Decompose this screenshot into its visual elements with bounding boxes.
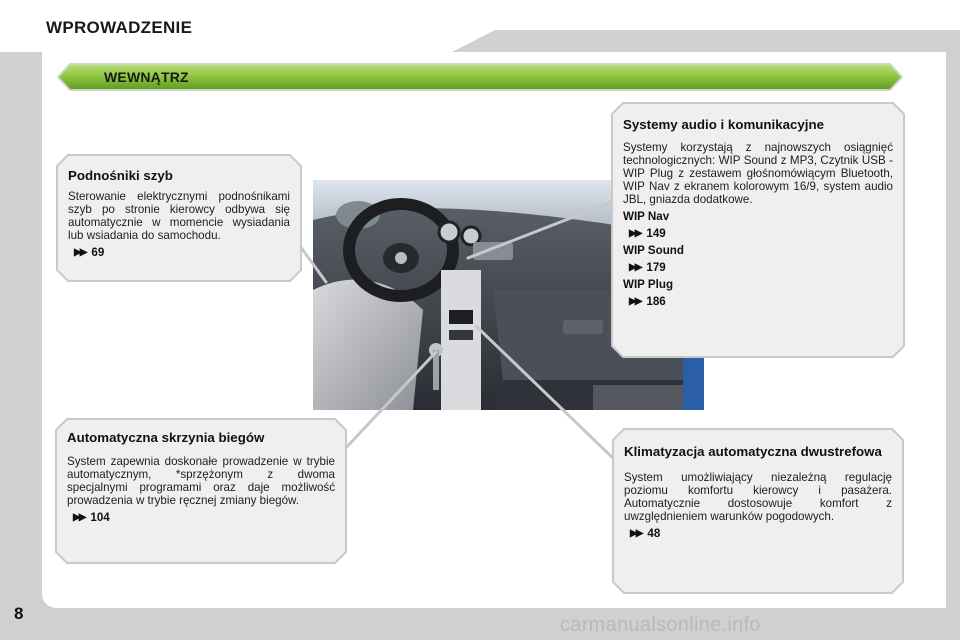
wip-nav-label: WIP Nav bbox=[623, 210, 670, 223]
gearbox-title: Automatyczna skrzynia biegów bbox=[67, 430, 265, 445]
wip-plug-page: 186 bbox=[646, 295, 666, 308]
callout-climate-control bbox=[612, 428, 904, 594]
page-number: 8 bbox=[14, 604, 24, 623]
climate-text: System umożliwiający niezależną regulację poziomu komfortu kierowcy i pasażera. Automatycznie dostosowuje komfort z uwzględnieniem warunków pogodowych. bbox=[624, 471, 892, 523]
wip-plug-reference[interactable] bbox=[623, 295, 893, 308]
watermark: carmanualsonline.info bbox=[560, 614, 761, 636]
section-bar bbox=[56, 62, 904, 92]
window-lifts-text: Sterowanie elektrycznymi podnośnikami szyb po stronie kierowcy odbywa się automatycznie w momencie wysiadania lub wsiadania do samochodu. bbox=[68, 190, 290, 242]
climate-reference[interactable] bbox=[624, 527, 892, 540]
page-reference-icon: ▶▶ bbox=[629, 262, 641, 273]
audio-text: Systemy korzystają z najnowszych osiągnięć technologicznych: WIP Sound z MP3, Czytnik USB - WIP Plug z zestawem głośnomówiącym Bluetooth, WIP Nav z ekranem kolorowym 16/9, system audio JBL, gniazda dodatkowe. bbox=[623, 141, 893, 206]
wip-plug-label: WIP Plug bbox=[623, 278, 674, 291]
window-lifts-reference[interactable] bbox=[68, 246, 290, 259]
gearbox-page: 104 bbox=[90, 511, 110, 524]
gearbox-text: System zapewnia doskonałe prowadzenie w trybie automatycznym, *sprzężonym z dwoma specjalnymi programami oraz daje możliwość prowadzenia w trybie ręcznej zmiany biegów. bbox=[67, 455, 335, 507]
page-reference-icon: ▶▶ bbox=[74, 247, 86, 258]
wip-sound-reference[interactable] bbox=[623, 261, 893, 274]
callout-automatic-gearbox bbox=[55, 418, 347, 564]
page-reference-icon: ▶▶ bbox=[630, 528, 642, 539]
climate-title: Klimatyzacja automatyczna dwustrefowa bbox=[624, 444, 882, 459]
section-title: WEWNĄTRZ bbox=[104, 69, 189, 85]
page-reference-icon: ▶▶ bbox=[629, 228, 641, 239]
page-reference-icon: ▶▶ bbox=[629, 296, 641, 307]
page-reference-icon: ▶▶ bbox=[73, 512, 85, 523]
header-title: WPROWADZENIE bbox=[46, 18, 193, 37]
wip-sound-page: 179 bbox=[646, 261, 666, 274]
audio-title: Systemy audio i komunikacyjne bbox=[623, 117, 825, 132]
callout-audio-systems bbox=[611, 102, 905, 358]
window-lifts-page: 69 bbox=[91, 246, 105, 259]
climate-page: 48 bbox=[647, 527, 661, 540]
wip-nav-reference[interactable] bbox=[623, 227, 893, 240]
wip-nav-page: 149 bbox=[646, 227, 666, 240]
wip-sound-label: WIP Sound bbox=[623, 244, 684, 257]
gearbox-reference[interactable] bbox=[67, 511, 335, 524]
callout-window-lifts bbox=[56, 154, 302, 282]
window-lifts-title: Podnośniki szyb bbox=[68, 168, 173, 183]
